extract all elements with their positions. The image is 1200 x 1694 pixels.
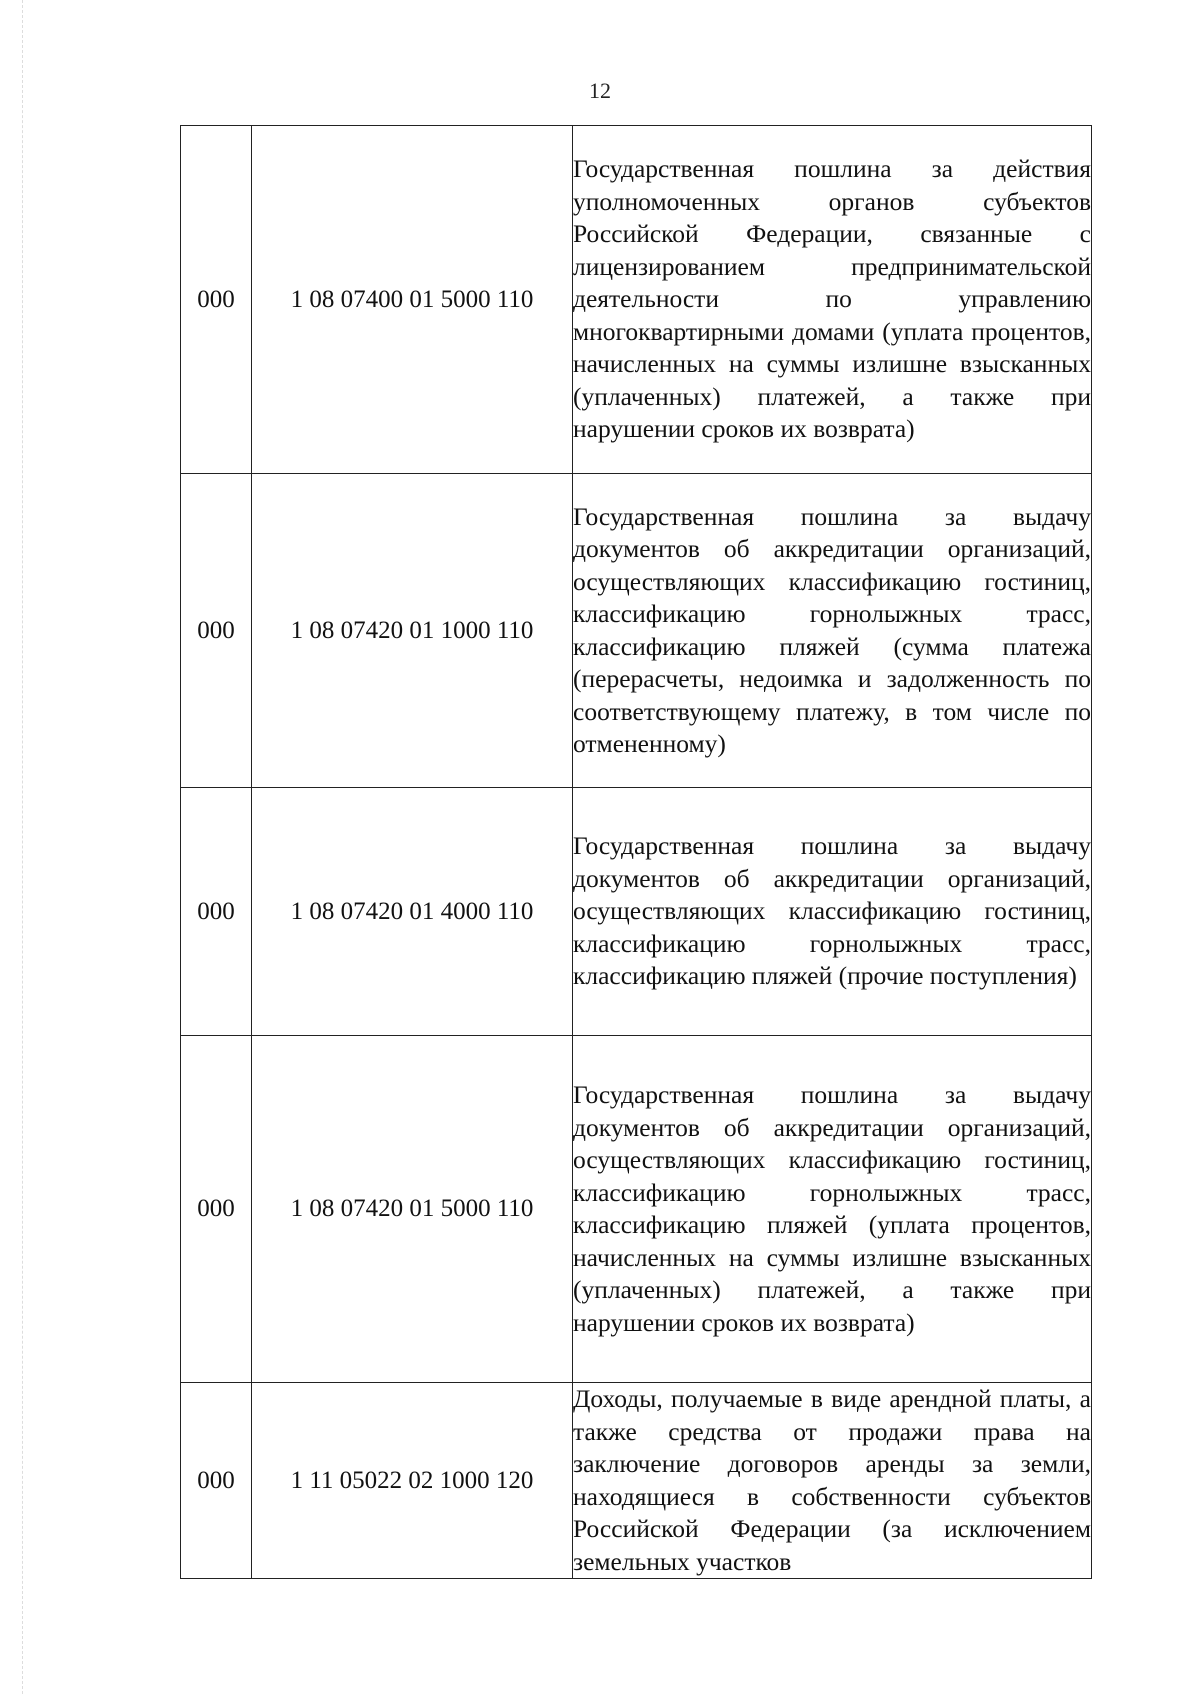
table-row: [181, 474, 1092, 788]
revenue-codes-table: [180, 125, 1092, 1579]
description-cell: [573, 788, 1092, 1036]
budget-classification-code-cell: 1 11 05022 02 1000 120: [252, 1383, 573, 1579]
page-number: 12: [589, 78, 611, 103]
table-row: [181, 788, 1092, 1036]
table-row: [181, 1383, 1092, 1579]
description-text: Государственная пошлина за действия уполномоченных органов субъектов Российской Федерации, связанные с лицензированием предпринимательской деятельности по управлению многоквартирными домами (уплата процентов, начисленных на суммы излишне взысканных (уплаченных) платежей, а также при нарушении сроков их возврата): [573, 154, 1091, 444]
admin-code-cell: 000: [181, 474, 252, 788]
description-text: Государственная пошлина за выдачу документов об аккредитации организаций, осуществляющих классификацию гостиниц, классификацию горнолыжных трасс, классификацию пляжей (уплата процентов, начисленных на суммы излишне взысканных (уплаченных) платежей, а также при нарушении сроков их возврата): [573, 1080, 1091, 1337]
description-text: Доходы, получаемые в виде арендной платы, а также средства от продажи права на заключение договоров аренды за земли, находящиеся в собственности субъектов Российской Федерации (за исключением земельных участков: [573, 1384, 1091, 1576]
admin-code-cell: 000: [181, 1036, 252, 1383]
description-cell: [573, 126, 1092, 474]
description-text: Государственная пошлина за выдачу документов об аккредитации организаций, осуществляющих классификацию гостиниц, классификацию горнолыжных трасс, классификацию пляжей (сумма платежа (перерасчеты, недоимка и задолженность по соответствующему платежу, в том числе по отмененному): [573, 501, 1091, 758]
budget-classification-code-cell: 1 08 07400 01 5000 110: [252, 126, 573, 474]
budget-classification-code-cell: 1 08 07420 01 1000 110: [252, 474, 573, 788]
admin-code-cell: 000: [181, 126, 252, 474]
budget-classification-code-cell: 1 08 07420 01 5000 110: [252, 1036, 573, 1383]
scan-margin-line: [22, 0, 24, 1694]
table-row: [181, 126, 1092, 474]
admin-code-cell: 000: [181, 1383, 252, 1579]
description-text: Государственная пошлина за выдачу документов об аккредитации организаций, осуществляющих классификацию гостиниц, классификацию горнолыжных трасс, классификацию пляжей (прочие поступления): [573, 831, 1091, 991]
table-row: [181, 1036, 1092, 1383]
description-cell: [573, 1383, 1092, 1579]
budget-classification-code-cell: 1 08 07420 01 4000 110: [252, 788, 573, 1036]
description-cell: [573, 1036, 1092, 1383]
admin-code-cell: 000: [181, 788, 252, 1036]
description-cell: [573, 474, 1092, 788]
